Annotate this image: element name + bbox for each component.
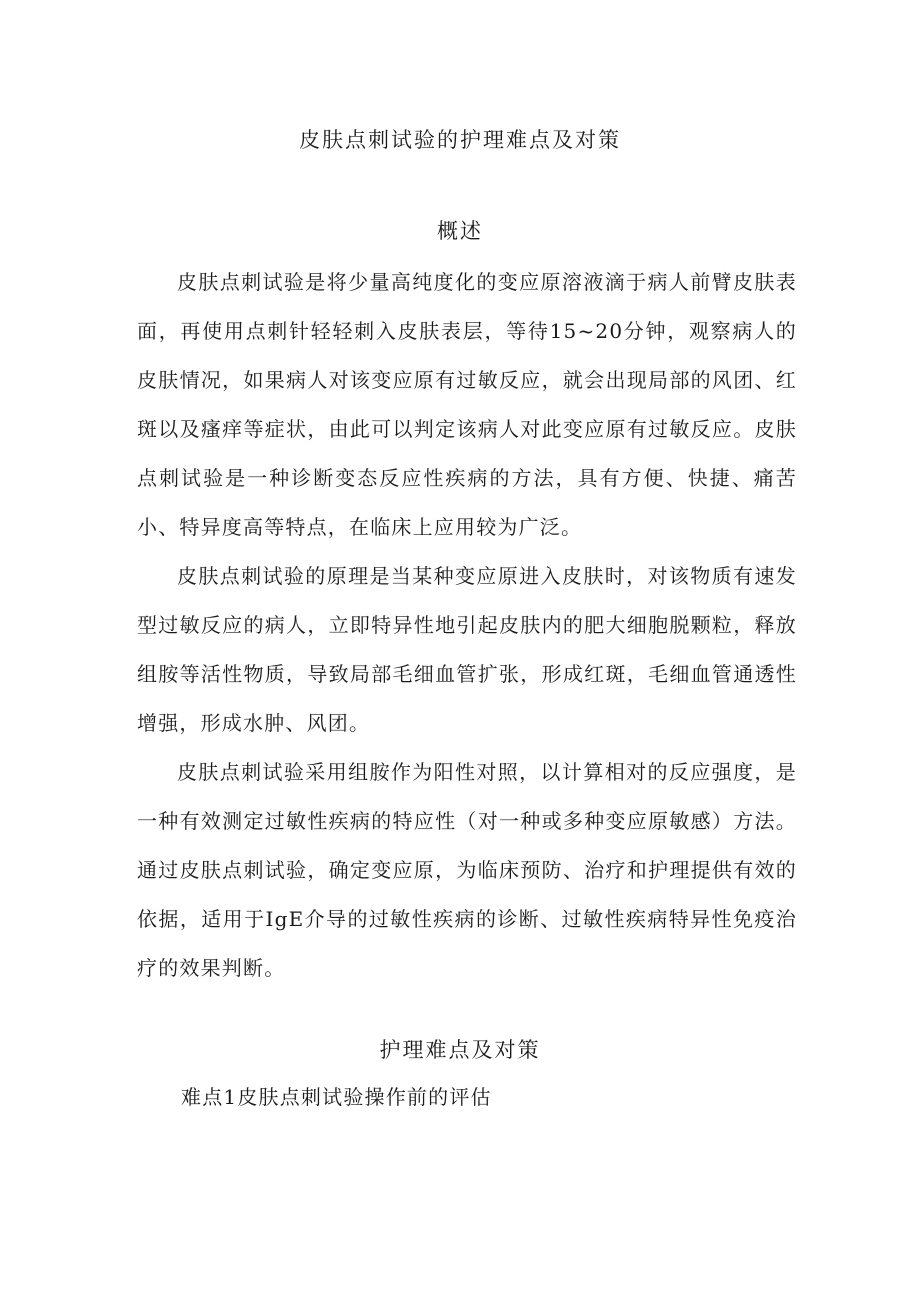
document-title: 皮肤点刺试验的护理难点及对策 [299, 128, 621, 152]
paragraph-2: 皮肤点刺试验的原理是当某种变应原进入皮肤时，对该物质有速发型过敏反应的病人，立即特异性地引起皮肤内的肥大细胞脱颗粒，释放组胺等活性物质，导致局部毛细血管扩张，形成红斑，毛细血管通透性增强，形成水肿、风团。 [137, 564, 797, 735]
overview-body [137, 258, 797, 993]
section-heading-nursing: 护理难点及对策 [379, 1038, 541, 1062]
paragraph-1: 皮肤点刺试验是将少量高纯度化的变应原溶液滴于病人前臂皮肤表面，再使用点刺针轻轻刺入皮肤表层，等待15~20分钟，观察病人的皮肤情况，如果病人对该变应原有过敏反应，就会出现局部的风团、红斑以及瘙痒等症状，由此可以判定该病人对此变应原有过敏反应。皮肤点刺试验是一种诊断变态反应性疾病的方法，具有方便、快捷、痛苦小、特异度高等特点，在临床上应用较为广泛。 [137, 270, 797, 539]
paragraph-3: 皮肤点刺试验采用组胺作为阳性对照，以计算相对的反应强度，是一种有效测定过敏性疾病的特应性（对一种或多种变应原敏感）方法。通过皮肤点刺试验，确定变应原，为临床预防、治疗和护理提供有效的依据，适用于IgE介导的过敏性疾病的诊断、过敏性疾病特异性免疫治疗的效果判断。 [137, 760, 797, 980]
section-heading-overview: 概述 [437, 219, 483, 243]
subheading-difficulty-1: 难点1皮肤点刺试验操作前的评估 [181, 1085, 492, 1109]
